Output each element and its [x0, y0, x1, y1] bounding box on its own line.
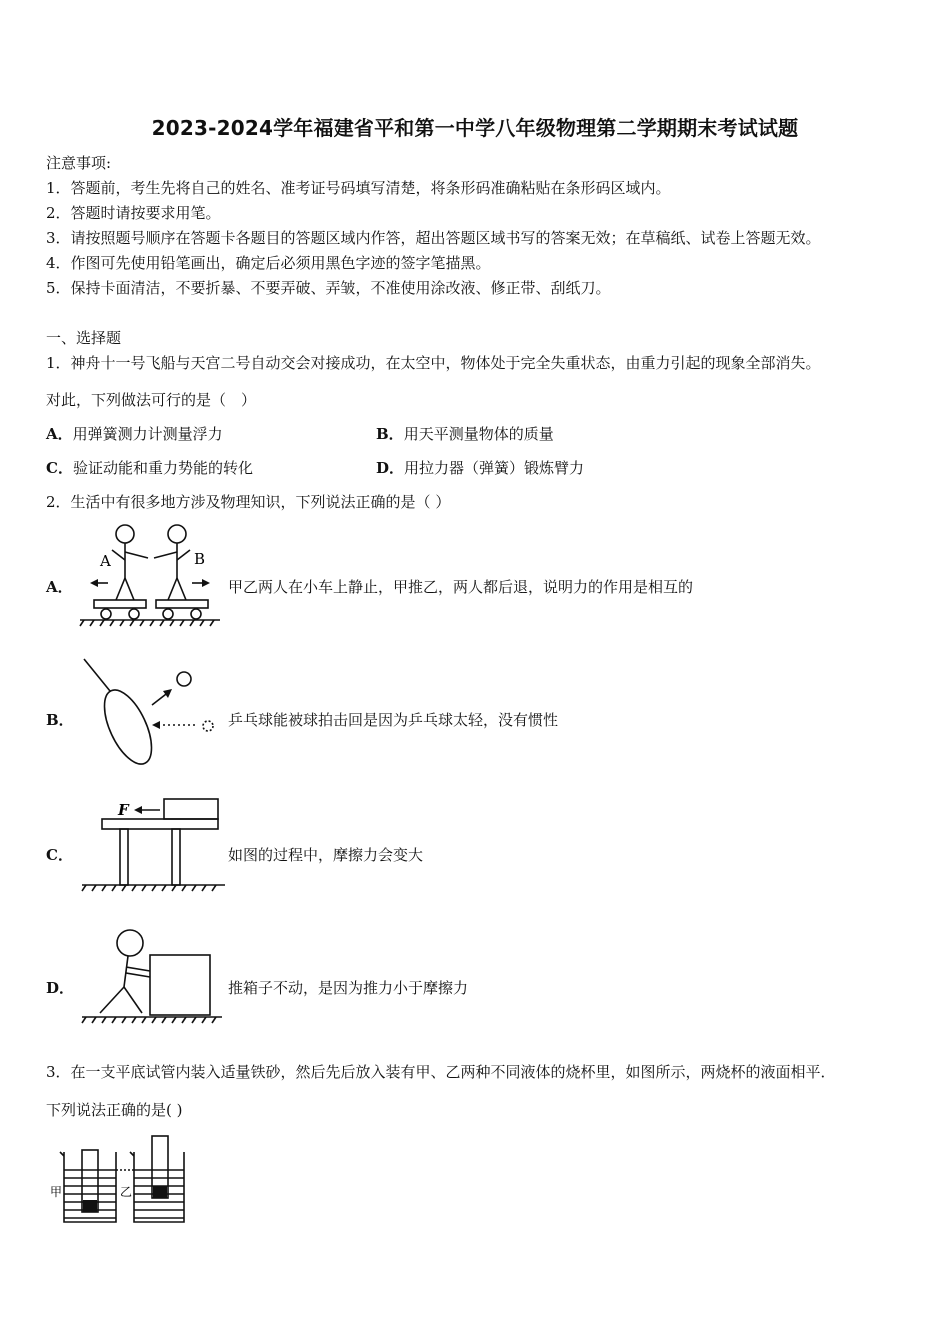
figure-label-yi: 乙: [120, 1185, 133, 1199]
q2-stem: 2．生活中有很多地方涉及物理知识，下列说法正确的是（ ）: [46, 493, 451, 511]
q1-option-d: [376, 457, 584, 478]
q3-figure-beakers: [50, 1130, 190, 1230]
q1-stem-line1: 1．神舟十一号飞船与天宫二号自动交会对接成功，在太空中，物体处于完全失重状态，由重力引起的现象全部消失。: [46, 354, 821, 372]
q2-d-figure-push-box: [80, 925, 225, 1035]
notice-item: 1．答题前，考生先将自己的姓名、准考证号码填写清楚，将条形码准确粘贴在条形码区域内。: [46, 179, 671, 197]
option-text: 用弹簧测力计测量浮力: [72, 425, 223, 443]
figure-label-a: A: [100, 552, 111, 570]
q2-option-b-text: 乒乓球能被球拍击回是因为乒乓球太轻，没有惯性: [228, 711, 559, 729]
option-label: B．: [376, 425, 404, 443]
q2-option-b-label: B．: [46, 711, 74, 729]
q2-b-figure-paddle: [80, 655, 230, 770]
figure-label-b: B: [194, 550, 206, 568]
q2-option-a-label: A．: [46, 578, 73, 596]
q2-option-a-text: 甲乙两人在小车上静止，甲推乙，两人都后退，说明力的作用是相互的: [228, 578, 694, 596]
q2-option-c-label: C．: [46, 846, 73, 864]
page-title: 2023-2024学年福建省平和第一中学八年级物理第二学期期末考试试题: [151, 116, 799, 140]
option-label: D．: [376, 459, 405, 477]
notice-item: 2．答题时请按要求用笔。: [46, 204, 221, 222]
notice-item: 3．请按照题号顺序在答题卡各题目的答题区域内作答，超出答题区域书写的答案无效；在草稿纸、试卷上答题无效。: [46, 229, 821, 247]
option-text: 用拉力器（弹簧）锻炼臂力: [404, 459, 585, 477]
q3-stem-line2: 下列说法正确的是( ): [46, 1101, 183, 1119]
q3-stem-line1: 3．在一支平底试管内装入适量铁砂，然后先后放入装有甲、乙两种不同液体的烧杯里，如图所示，两烧杯的液面相平．: [46, 1063, 836, 1081]
q1-option-a: [46, 423, 223, 444]
q1-option-b: [376, 423, 554, 444]
q2-c-figure-table: [80, 795, 225, 895]
q2-option-c-text: 如图的过程中，摩擦力会变大: [228, 846, 424, 864]
q2-a-figure-carts: [80, 520, 220, 630]
figure-label-f: F: [118, 801, 129, 819]
section-heading: 一、选择题: [46, 329, 122, 347]
q2-option-d-text: 推箱子不动，是因为推力小于摩擦力: [228, 979, 469, 997]
option-label: A．: [46, 425, 73, 443]
q2-option-d-label: D．: [46, 979, 75, 997]
notice-item: 4．作图可先使用铅笔画出，确定后必须用黑色字迹的签字笔描黑。: [46, 254, 491, 272]
q1-option-c: [46, 457, 253, 478]
option-text: 验证动能和重力势能的转化: [72, 459, 253, 477]
option-text: 用天平测量物体的质量: [403, 425, 554, 443]
notice-heading: 注意事项:: [46, 154, 112, 172]
notice-item: 5．保持卡面清洁，不要折暴、不要弄破、弄皱，不准使用涂改液、修正带、刮纸刀。: [46, 279, 611, 297]
figure-label-jia: 甲: [50, 1185, 63, 1199]
option-label: C．: [46, 459, 73, 477]
q1-stem-line2: 对此，下列做法可行的是（ ）: [46, 391, 257, 409]
